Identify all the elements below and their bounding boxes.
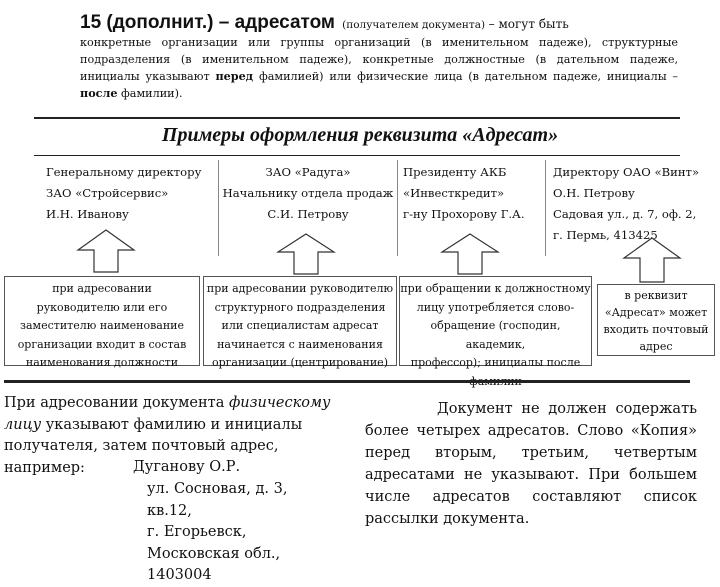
- note-line: обращение (господин, академик,: [430, 319, 561, 351]
- intro-dash-text: – могут быть: [488, 17, 569, 31]
- intro-lead: 15 (дополнит.) – адресатом: [80, 12, 335, 33]
- intro-line-4c: фамилией) или физические лица (в дательном падеже, инициалы –: [253, 70, 678, 83]
- note-box-1: [4, 276, 200, 370]
- note-line: структурного подразделения: [214, 300, 386, 314]
- intro-paragraph: [80, 14, 678, 102]
- example-line: г. Пермь, 413425: [553, 228, 658, 242]
- note-text: указывают фамилию и инициалы: [41, 416, 303, 433]
- note-line: [4, 393, 334, 415]
- note-line: при адресовании руководителю: [206, 282, 394, 295]
- example-4: [553, 162, 699, 246]
- intro-line-3: подразделения (в именительном падеже), конкретные должностные (в дательном падеже,: [80, 53, 678, 66]
- note-line: начинается с наименования: [217, 337, 383, 351]
- note-line: заместителю наименование: [19, 319, 185, 333]
- intro-line-2: конкретные организации или группы организаций (в именительном падеже), структурные: [80, 36, 678, 49]
- note-line: профессор); инициалы после: [410, 356, 581, 370]
- example-1: [46, 162, 201, 225]
- note-box-2: [203, 276, 397, 370]
- example-line: И.Н. Иванову: [46, 207, 129, 221]
- example-line: Президенту АКБ: [403, 165, 507, 179]
- intro-line-5b: фамилии).: [117, 87, 183, 100]
- note-paragraph: Документ не должен содержать более четырех адресатов. Слово «Копия» перед вторым, третьим, четвертым адресатами не указывают. При большем числе адресатов составляют список рассылки документа.: [365, 401, 697, 527]
- note-line: при адресовании: [52, 282, 152, 295]
- note-line: например:: [4, 459, 85, 476]
- column-separator: [545, 160, 546, 256]
- intro-line-5: [80, 85, 678, 102]
- example-line: ЗАО «Стройсервис»: [46, 186, 169, 200]
- note-line: [4, 415, 334, 437]
- intro-after: после: [80, 86, 118, 100]
- note-line: наименования должности: [25, 356, 179, 370]
- intro-line-4: [80, 68, 678, 85]
- example-line: ЗАО «Радуга»: [265, 165, 351, 179]
- addressee-limit-note: [365, 398, 697, 530]
- note-text: При адресовании документа: [4, 395, 229, 411]
- address-line: Московская обл., 1403004: [147, 545, 281, 583]
- note-box-3: [399, 276, 592, 370]
- address-example: [133, 457, 240, 479]
- example-line: Садовая ул., д. 7, оф. 2,: [553, 207, 697, 221]
- example-line: «Инвесткредит»: [403, 186, 505, 200]
- up-arrow-icon: [440, 232, 500, 276]
- example-line: Директору ОАО «Винт»: [553, 165, 700, 179]
- note-line: лицу употребляется слово-: [416, 300, 575, 314]
- example-line: О.Н. Петрову: [553, 186, 635, 200]
- intro-line-1: [80, 14, 678, 34]
- note-emphasis: лицу: [4, 416, 42, 433]
- address-line: г. Егорьевск,: [147, 524, 247, 540]
- note-line: получателя, затем почтовый адрес,: [4, 438, 279, 454]
- note-line: при обращении к должностному: [400, 282, 591, 295]
- up-arrow-icon: [76, 228, 136, 274]
- note-line: «Адресат» может: [604, 306, 708, 319]
- example-line: Начальнику отдела продаж: [222, 186, 394, 200]
- address-line: Дуганову О.Р.: [133, 459, 241, 475]
- intro-line-4a: инициалы указывают: [80, 70, 216, 83]
- note-line: организации входит в состав: [17, 337, 187, 351]
- note-line: организации (центрирование): [212, 356, 388, 370]
- divider-under-title: [34, 155, 680, 156]
- note-line: или специалистам адресат: [221, 319, 379, 333]
- note-line: в реквизит: [624, 289, 688, 302]
- divider-bottom: [4, 380, 690, 383]
- section-title: Примеры оформления реквизита «Адресат»: [161, 124, 559, 146]
- note-line: адрес: [639, 340, 673, 353]
- intro-before: перед: [215, 69, 254, 83]
- up-arrow-icon: [276, 232, 336, 276]
- example-3: [403, 162, 525, 225]
- example-line: Генеральному директору: [46, 165, 202, 179]
- note-line: руководителю или его: [36, 300, 168, 314]
- example-2: [222, 162, 394, 225]
- example-line: г-ну Прохорову Г.А.: [403, 207, 525, 221]
- example-line: С.И. Петрову: [267, 207, 349, 221]
- column-separator: [397, 160, 398, 256]
- up-arrow-icon: [622, 236, 682, 284]
- note-emphasis: физическому: [228, 395, 331, 411]
- divider-top: [34, 117, 680, 119]
- note-line: входить почтовый: [603, 323, 709, 336]
- intro-paren: (получателем документа): [342, 19, 486, 31]
- physical-person-note: [4, 393, 334, 583]
- note-box-4: [597, 284, 715, 356]
- address-example-rest: [147, 479, 334, 587]
- address-line: ул. Сосновая, д. 3, кв.12,: [147, 481, 288, 519]
- column-separator: [218, 160, 219, 256]
